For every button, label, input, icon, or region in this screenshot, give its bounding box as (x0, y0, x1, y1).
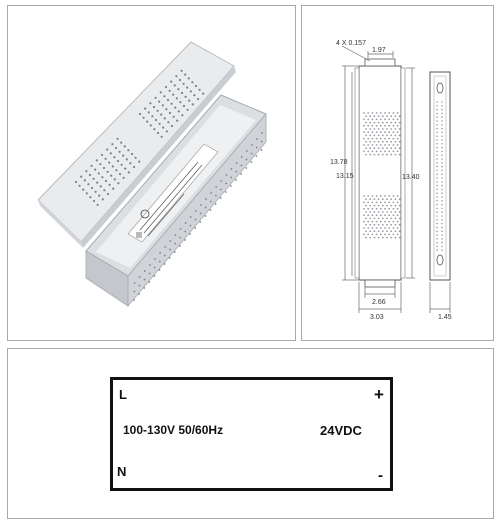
front-view (355, 59, 405, 287)
negative-terminal-label: - (378, 467, 383, 484)
bottom-width-dim-label: 3.03 (370, 314, 384, 321)
line-terminal-label: L (119, 387, 127, 402)
wiring-diagram-panel (7, 348, 494, 519)
inner-length-dim-label: 13.15 (336, 173, 354, 180)
input-voltage-text: 100-130V 50/60Hz (123, 423, 224, 437)
side-view (430, 72, 450, 280)
product-photo-panel (7, 5, 296, 341)
positive-terminal-label: + (374, 385, 384, 404)
mount-length-dim-label: 13.40 (402, 174, 420, 181)
top-width-dim-label: 1.97 (372, 47, 386, 54)
neutral-terminal-label: N (117, 464, 127, 479)
dimension-drawing-panel (301, 5, 494, 341)
dimension-drawing (302, 6, 495, 342)
overall-length-dim-label: 13.78 (330, 159, 348, 166)
output-voltage-text: 24VDC (320, 423, 362, 438)
side-depth-dim-label: 1.45 (438, 314, 452, 321)
bottom-inner-dim-label: 2.66 (372, 299, 386, 306)
holes-dim-label: 4 X 0.157 (336, 40, 366, 47)
driver-product-illustration (8, 6, 297, 342)
